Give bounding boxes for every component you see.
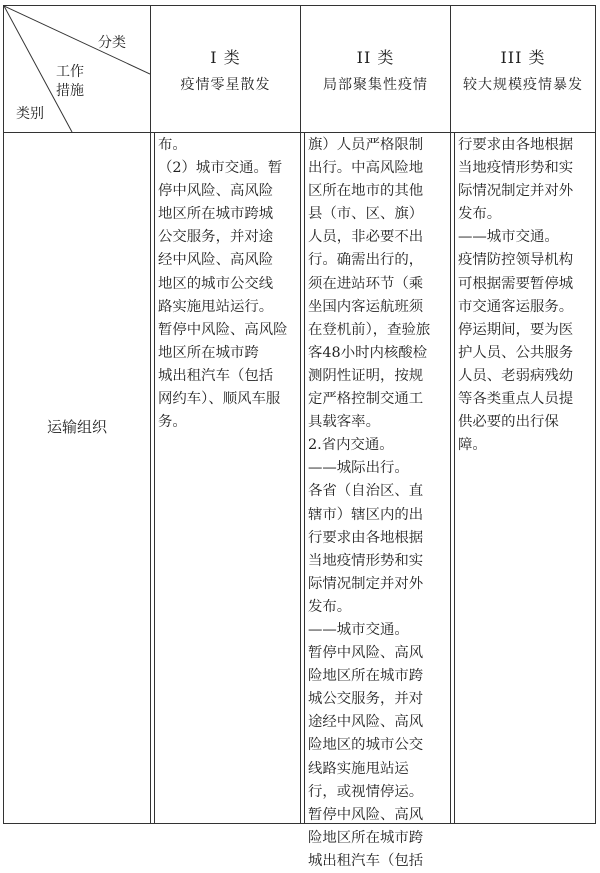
text-line: 发布。 xyxy=(458,206,502,223)
text-line: 当地疫情形势和实 xyxy=(308,552,424,569)
text-line: 障。 xyxy=(458,437,487,454)
column-divider-inner xyxy=(304,132,305,823)
text-line: 旗）人员严格限制 xyxy=(308,137,424,153)
text-line: 际情况制定并对外 xyxy=(308,575,424,592)
text-line: 出行。中高风险地 xyxy=(308,160,424,177)
column-header-class-3 xyxy=(451,6,595,132)
text-line: 区所在地市的其他 xyxy=(308,183,424,200)
column-header-label: 疫情零星散发 xyxy=(180,76,271,93)
column-divider-inner xyxy=(454,132,455,823)
text-line: 市交通客运服务。 xyxy=(458,298,574,315)
text-line: 暂停中风险、高风 xyxy=(308,645,424,662)
cell-class-2 xyxy=(308,134,448,873)
text-line: 险地区所在城市跨 xyxy=(308,829,424,846)
text-line: 暂停中风险、高风险 xyxy=(158,321,288,338)
text-line: 须在进站环节（乘 xyxy=(308,275,424,292)
column-header-class-1 xyxy=(151,6,300,132)
text-line: 网约车）、顺风车服 xyxy=(158,391,281,408)
text-line: ——城市交通。 xyxy=(458,229,559,246)
text-line: 等各类重点人员提 xyxy=(458,391,574,408)
text-line: 城公交服务，并对 xyxy=(308,691,424,708)
column-header-roman: II 类 xyxy=(356,47,395,67)
text-line: 停运期间，要为医 xyxy=(458,321,574,338)
text-line: 布。 xyxy=(158,137,187,153)
column-header-roman: III 类 xyxy=(500,47,546,67)
text-line: 险地区的城市公交 xyxy=(308,737,424,754)
text-line: 2.省内交通。 xyxy=(308,437,394,454)
text-line: 经中风险、高风险 xyxy=(158,252,274,269)
text-line: 行要求由各地根据 xyxy=(308,529,424,546)
text-line: 各省（自治区、直 xyxy=(308,483,424,500)
text-line: 停中风险、高风险 xyxy=(158,183,274,200)
text-line: 供必要的出行保 xyxy=(458,414,559,431)
text-line: 地区所在城市跨 xyxy=(158,344,259,361)
column-header-class-2 xyxy=(301,6,450,132)
text-line: （2）城市交通。暂 xyxy=(158,160,283,177)
text-line: 当地疫情形势和实 xyxy=(458,160,574,177)
text-line: 测阴性证明，按规 xyxy=(308,367,424,384)
text-line: 公交服务，并对途 xyxy=(158,229,274,246)
column-header-label: 局部聚集性疫情 xyxy=(323,76,428,93)
text-line: 城出租汽车（包括 xyxy=(158,367,274,384)
text-line: 坐国内客运航班须 xyxy=(308,298,424,315)
text-line: 险地区所在城市跨 xyxy=(308,668,424,685)
text-line: 地区所在城市跨城 xyxy=(158,206,274,223)
text-line: 在登机前），查验旅 xyxy=(308,321,431,338)
text-line: 地区的城市公交线 xyxy=(158,275,274,292)
text-line: 疫情防控领导机构 xyxy=(458,252,574,269)
corner-measure-label-2: 措施 xyxy=(56,83,84,99)
text-line: 护人员、公共服务 xyxy=(458,344,574,361)
header-divider xyxy=(4,132,595,133)
text-line: 务。 xyxy=(158,414,187,431)
text-line: ——城市交通。 xyxy=(308,621,409,638)
column-divider-inner xyxy=(154,132,155,823)
text-line: 定严格控制交通工 xyxy=(308,391,424,408)
text-line: 辖市）辖区内的出 xyxy=(308,506,424,523)
row-label: 运输组织 xyxy=(46,418,107,436)
text-line: 人员，非必要不出 xyxy=(308,229,424,246)
corner-type-label: 类别 xyxy=(16,106,44,122)
text-line: 暂停中风险、高风 xyxy=(308,806,424,823)
text-line: 发布。 xyxy=(308,598,352,615)
text-line: 际情况制定并对外 xyxy=(458,183,574,200)
text-line: 线路实施甩站运 xyxy=(308,760,409,777)
text-line: 行，或视情停运。 xyxy=(308,783,424,800)
text-line: 行要求由各地根据 xyxy=(458,137,574,153)
text-line: 行。确需出行的， xyxy=(308,252,424,269)
text-line: 人员、老弱病残幼 xyxy=(458,367,574,384)
column-header-roman: I 类 xyxy=(210,47,241,67)
text-line: 途经中风险、高风 xyxy=(308,714,424,731)
text-line: 客48小时内核酸检 xyxy=(308,344,428,361)
text-line: 具载客率。 xyxy=(308,414,380,431)
cell-class-3 xyxy=(458,134,595,457)
cell-class-1 xyxy=(158,134,298,434)
corner-category-label: 分类 xyxy=(98,35,126,51)
text-line: 县（市、区、旗） xyxy=(308,206,424,223)
text-line: ——城际出行。 xyxy=(308,460,409,477)
text-line: 城出租汽车（包括 xyxy=(308,852,424,869)
text-line: 路实施甩站运行。 xyxy=(158,298,274,315)
corner-measure-label-1: 工作 xyxy=(56,64,84,80)
column-header-label: 较大规模疫情暴发 xyxy=(463,76,583,93)
text-line: 可根据需要暂停城 xyxy=(458,275,574,292)
policy-table xyxy=(3,5,596,869)
